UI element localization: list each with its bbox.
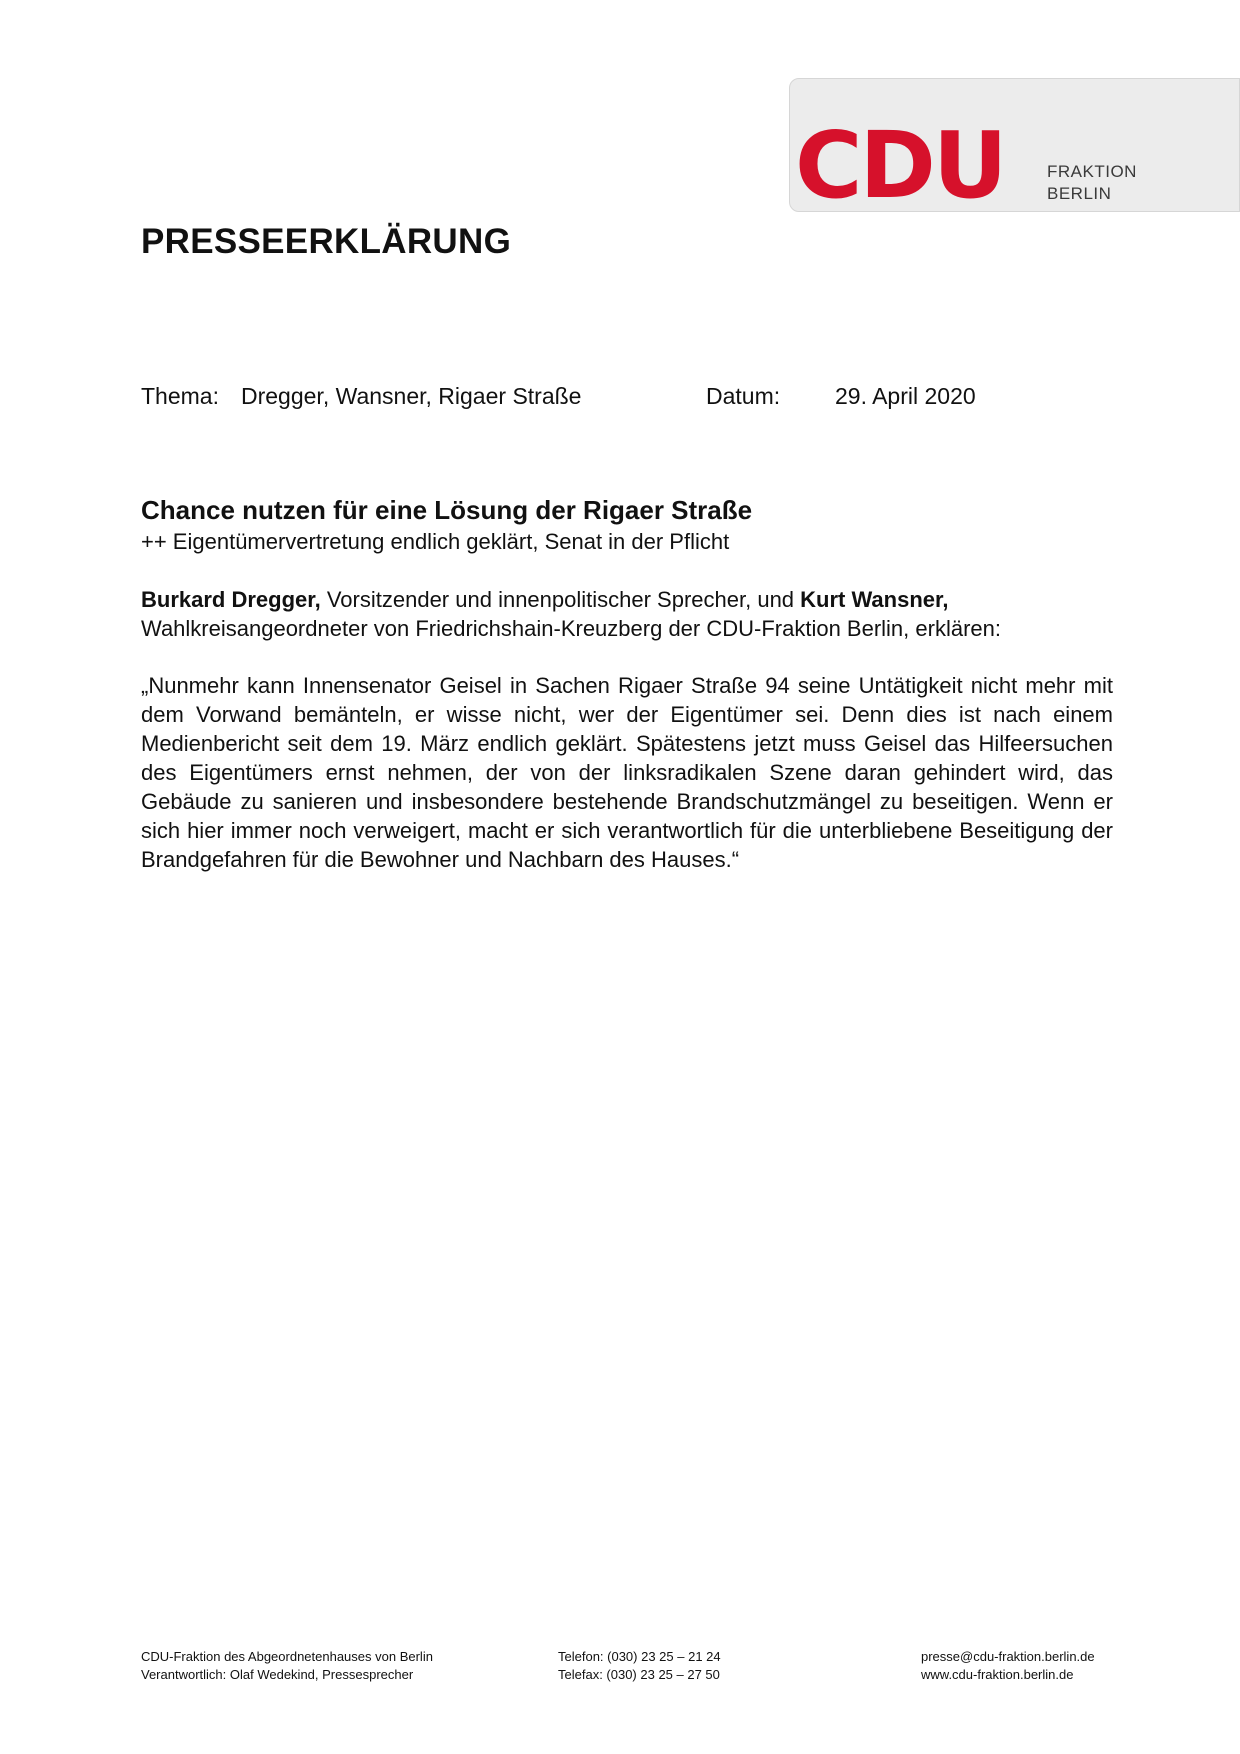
footer-org-block (141, 1648, 433, 1684)
topic-value: Dregger, Wansner, Rigaer Straße (241, 383, 582, 409)
logo-subtitle (1047, 161, 1137, 205)
footer-responsible: Verantwortlich: Olaf Wedekind, Pressesprecher (141, 1667, 414, 1682)
logo-subtitle-line1: FRAKTION (1047, 162, 1137, 181)
date-label: Datum: (706, 383, 781, 409)
document-title: PRESSEERKLÄRUNG (141, 222, 512, 261)
footer-website[interactable]: www.cdu-fraktion.berlin.de (921, 1667, 1074, 1682)
topic-label: Thema: (141, 383, 219, 409)
speaker-name-1: Burkard Dregger, (141, 587, 321, 612)
footer-contact-block (558, 1648, 721, 1684)
logo-subtitle-line2: BERLIN (1047, 184, 1112, 203)
footer-org: CDU-Fraktion des Abgeordnetenhauses von Berlin (141, 1649, 433, 1664)
intro-line-1 (141, 585, 1101, 614)
speaker-role-1: Vorsitzender und innenpolitischer Sprecher, und (320, 587, 801, 612)
footer-email[interactable]: presse@cdu-fraktion.berlin.de (921, 1649, 1095, 1664)
footer-phone: Telefon: (030) 23 25 – 21 24 (558, 1649, 721, 1664)
cdu-logo-wordmark: CDU (795, 112, 1005, 219)
date-value: 29. April 2020 (835, 383, 976, 409)
press-subheadline: ++ Eigentümervertretung endlich geklärt, Senat in der Pflicht (141, 529, 730, 554)
footer-web-block (921, 1648, 1095, 1684)
intro-paragraph (141, 585, 1101, 643)
statement-quote: „Nunmehr kann Innensenator Geisel in Sachen Rigaer Straße 94 seine Untätigkeit nicht mehr mit dem Vorwand bemänteln, er wisse nicht, wer der Eigentümer sei. Denn dies ist nach einem Medienbericht seit dem 19. März endlich geklärt. Spätestens jetzt muss Geisel das Hilfeersuchen des Eigentümers ernst nehmen, der von der linksradikalen Szene daran gehindert wird, das Gebäude zu sanieren und insbesondere bestehende Brandschutzmängel zu beseitigen. Wenn er sich hier immer noch verweigert, macht er sich verantwortlich für die unterbliebene Beseitigung der Brandgefahren für die Bewohner und Nachbarn des Hauses.“ (141, 673, 1113, 872)
speaker-name-2: Kurt Wansner, (800, 587, 949, 612)
speaker-role-2: Wahlkreisangeordneter von Friedrichshain-Kreuzberg der CDU-Fraktion Berlin, erklären: (141, 616, 1001, 641)
footer-fax: Telefax: (030) 23 25 – 27 50 (558, 1667, 720, 1682)
press-headline: Chance nutzen für eine Lösung der Rigaer Straße (141, 495, 753, 525)
